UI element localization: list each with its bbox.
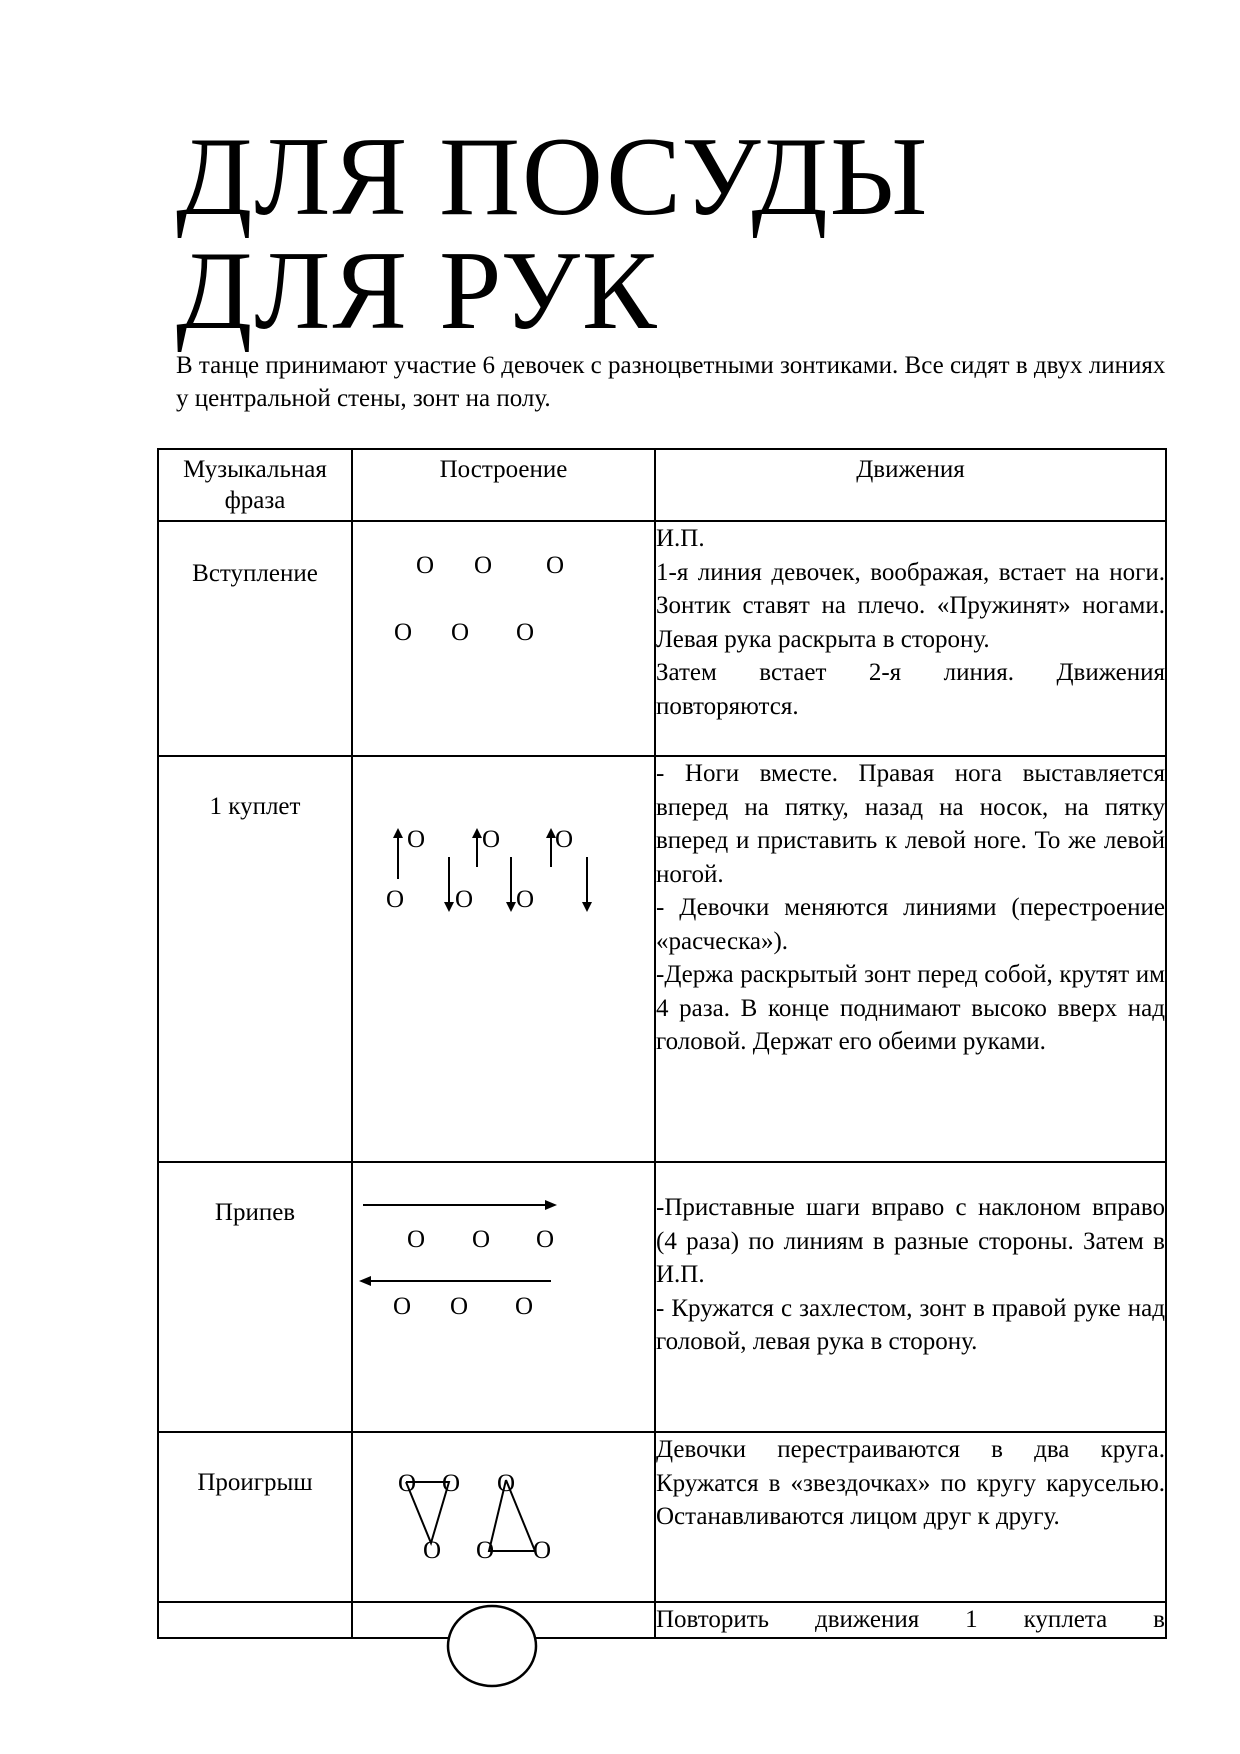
dancer-mark: O [416, 552, 435, 579]
movement-text: Повторить движения 1 куплета в [656, 1606, 1165, 1633]
table-row [158, 1432, 1166, 1602]
phrase-cell: Припев [158, 1162, 352, 1432]
dancer-mark: O [497, 1470, 516, 1497]
dancer-mark: O [407, 1226, 426, 1253]
movement-text: И.П. [656, 525, 705, 552]
movement-text: - Кружатся с захлестом, зонт в правой руке над головой, левая рука в сторону. [656, 1294, 1165, 1355]
dancer-mark: O [474, 552, 493, 579]
dancer-mark: O [455, 886, 474, 913]
dancer-mark: O [393, 1293, 412, 1320]
dancer-mark: O [451, 619, 470, 646]
phrase-cell: Вступление [158, 521, 352, 756]
page-title [176, 115, 930, 353]
movements-cell [655, 1162, 1166, 1432]
header-phrase: Музыкальная фраза [158, 449, 352, 521]
dancer-mark: O [394, 619, 413, 646]
movement-text: Затем встает 2-я линия. Движения повторяются. [656, 659, 1165, 720]
intro-paragraph: В танце принимают участие 6 девочек с разноцветными зонтиками. Все сидят в двух линиях у центральной стены, зонт на полу. [176, 352, 1166, 412]
dancer-mark: O [482, 826, 501, 853]
dancer-mark: O [516, 886, 535, 913]
movement-text: - Девочки меняются линиями (перестроение «расческа»). [656, 894, 1165, 955]
movement-text: 1-я линия девочек, воображая, встает на ноги. Зонтик ставят на плечо. «Пружинят» ногами. Левая рука раскрыта в сторону. [656, 558, 1165, 653]
formation-cell [352, 756, 655, 1162]
formation-diagram-intro [353, 522, 656, 753]
formation-diagram-comb [353, 757, 656, 1159]
movement-text: - Ноги вместе. Правая нога выставляется вперед на пятку, назад на носок, на пятку вперед и приставить к левой ноге. То же левой ногой. [656, 760, 1165, 888]
phrase-cell [158, 1602, 352, 1638]
dancer-mark: O [407, 826, 426, 853]
dancer-mark: O [398, 1470, 417, 1497]
dancer-mark: O [450, 1293, 469, 1320]
header-movements: Движения [655, 449, 1166, 521]
formation-cell [352, 521, 655, 756]
title-line-2: ДЛЯ РУК [176, 229, 659, 353]
dancer-mark: O [472, 1226, 491, 1253]
movement-text: Девочки перестраиваются в два круга. Кружатся в «звездочках» по кругу каруселью. Останавливаются лицом друг к другу. [656, 1436, 1165, 1530]
movement-text: -Приставные шаги вправо с наклоном вправо (4 раза) по линиям в разные стороны. Затем в И.П. [656, 1194, 1165, 1288]
table-row [158, 756, 1166, 1162]
phrase-cell: Проигрыш [158, 1432, 352, 1602]
dancer-mark: O [442, 1470, 461, 1497]
dancer-mark: O [476, 1537, 495, 1564]
table-header-row [158, 449, 1166, 521]
movement-text: -Держа раскрытый зонт перед собой, крутят им 4 раза. В конце поднимают высоко вверх над головой. Держат его обеими руками. [656, 961, 1165, 1055]
table-row [158, 1162, 1166, 1432]
phrase-cell: 1 куплет [158, 756, 352, 1162]
movements-cell [655, 1432, 1166, 1602]
formation-cell [352, 1432, 655, 1602]
dancer-mark: O [516, 619, 535, 646]
formation-cell [352, 1162, 655, 1432]
dancer-mark: O [533, 1537, 552, 1564]
table-row [158, 521, 1166, 756]
dancer-mark: O [515, 1293, 534, 1320]
dancer-mark: O [536, 1226, 555, 1253]
movements-cell [655, 756, 1166, 1162]
header-formation: Построение [352, 449, 655, 521]
movements-cell [655, 1602, 1166, 1638]
dancer-mark: O [546, 552, 565, 579]
dance-table [157, 448, 1167, 1639]
dancer-mark: O [423, 1537, 442, 1564]
title-line-1: ДЛЯ ПОСУДЫ [176, 115, 930, 239]
dancer-mark: O [555, 826, 574, 853]
formation-diagram-chorus [353, 1163, 656, 1429]
dancer-mark: O [386, 886, 405, 913]
page-number-oval [445, 1603, 539, 1689]
table-row [158, 1602, 1166, 1638]
movements-cell [655, 521, 1166, 756]
formation-diagram-circles [353, 1433, 656, 1599]
